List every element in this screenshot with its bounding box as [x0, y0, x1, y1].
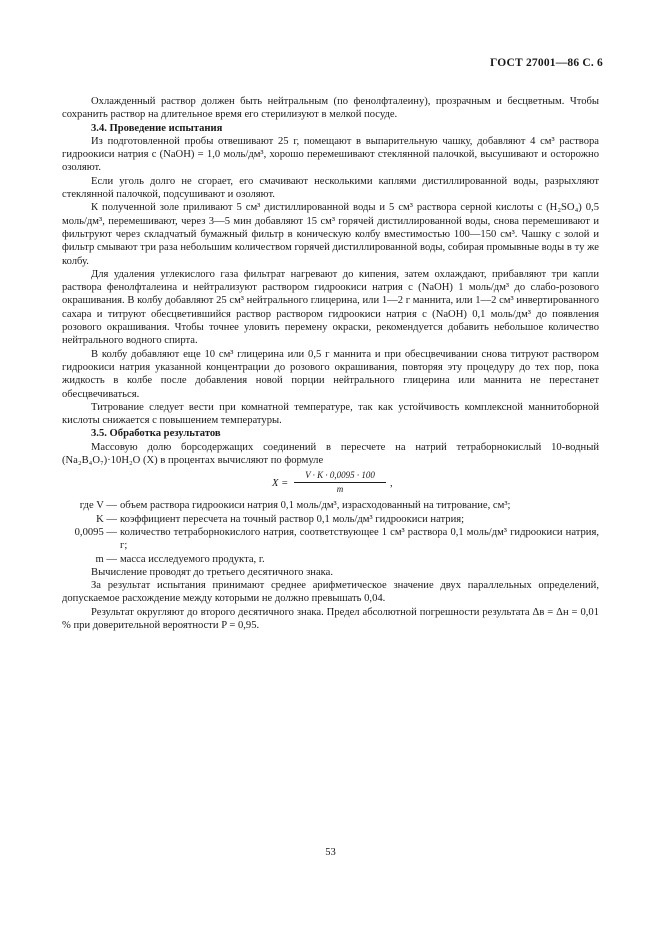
page-header: ГОСТ 27001—86 С. 6	[490, 57, 603, 69]
definition-row	[62, 553, 599, 566]
paragraph-3-4-5: В колбу добавляют еще 10 см³ глицерина или 0,5 г маннита и при обесцвечивании снова титруют раствором гидроокиси натрия указанной концентрации до розового окрашивания, повторяя эту процедуру до тех пор, пока жидкость в колбе после добавления новой порции нейтрального глицерина или маннита не перестанет обесцвечиваться.	[62, 348, 599, 400]
paragraph-3-5-2: Вычисление проводят до третьего десятичного знака.	[91, 566, 334, 578]
formula-trail: ,	[390, 478, 393, 490]
definition-row	[62, 499, 599, 512]
paragraph-3-4-3: К полученной золе приливают 5 см³ дистиллированной воды и 5 см³ раствора серной кислоты c (H₂SO₄) 0,5 моль/дм³, перемешивают, через 3—5 мин добавляют 15 см³ горячей дистиллированной воды, снова перемешивают и фильтруют через складчатый бумажный фильтр в коническую колбу вместимостью 100—150 см³. Чашку с золой и фильтр смывают три раза небольшим количеством горячей дистиллированной воды, собирая промывные воды в ту же колбу.	[62, 202, 599, 267]
section-heading-3-5: 3.5. Обработка результатов	[91, 428, 221, 440]
paragraph-3-4-6: Титрование следует вести при комнатной температуре, так как устойчивость комплексной маннитоборной кислоты снижается с повышением температуры.	[62, 401, 599, 427]
definition-symbol: где V —	[79, 500, 117, 512]
paragraph-3-4-2: Если уголь долго не сгорает, его смачивают несколькими каплями дистиллированной воды, разрыхляют стеклянной палочкой, подсушивают и озоляют.	[62, 175, 599, 201]
paragraph-3-4-1: Из подготовленной пробы отвешивают 25 г, помещают в выпарительную чашку, добавляют 4 см³ раствора гидроокиси натрия c (NaOH) = 1,0 моль/дм³, хорошо перемешивают стеклянной палочкой, высушивают и осторожно озоляют.	[62, 135, 599, 174]
formula-lhs: X =	[272, 478, 289, 490]
definition-symbol: m —	[95, 553, 117, 565]
definition-row	[62, 526, 599, 553]
variable-definitions	[62, 499, 599, 565]
paragraph-3-5-4: Результат округляют до второго десятичного знака. Предел абсолютной погрешности результата Δв = Δн = 0,01 % при доверительной вероятности P = 0,95.	[62, 606, 599, 631]
section-heading-3-4: 3.4. Проведение испытания	[91, 122, 223, 134]
page-number: 53	[325, 847, 336, 858]
definition-text: коэффициент пересчета на точный раствор 0,1 моль/дм³ гидроокиси натрия;	[120, 513, 465, 525]
paragraph-3-5-1: Массовую долю борсодержащих соединений в пересчете на натрий тетраборнокислый 10-водный (Na₂B₄O₇)·10H₂O (X) в процентах вычисляют по формуле	[62, 441, 599, 467]
formula-numerator: V · K · 0,0095 · 100	[294, 469, 386, 483]
definition-row	[62, 513, 599, 526]
document-body	[62, 95, 599, 632]
definition-text: количество тетраборнокислого натрия, соответствующее 1 см³ раствора 0,1 моль/дм³ гидроокиси натрия, г;	[120, 526, 599, 552]
definition-symbol: K —	[96, 513, 117, 525]
formula-denominator: m	[336, 484, 344, 495]
formula-fraction	[294, 469, 386, 495]
definition-text: масса исследуемого продукта, г.	[120, 553, 265, 565]
definition-text: объем раствора гидроокиси натрия 0,1 моль/дм³, израсходованный на титрование, см³;	[120, 500, 511, 512]
paragraph-intro: Охлажденный раствор должен быть нейтральным (по фенолфталеину), прозрачным и бесцветным. Чтобы сохранить раствор на длительное время его стерилизуют в мелкой посуде.	[62, 96, 599, 121]
formula	[62, 469, 599, 499]
paragraph-3-5-3: За результат испытания принимают среднее арифметическое значение двух параллельных определений, допускаемое расхождение между которыми не должно превышать 0,04.	[62, 580, 599, 605]
definition-symbol: 0,0095 —	[74, 526, 117, 538]
paragraph-3-4-4: Для удаления углекислого газа фильтрат нагревают до кипения, затем охлаждают, прибавляют три капли раствора фенолфталеина и нейтрализуют раствором гидроокиси натрия c (NaOH) 1 моль/дм³ до слабо-розового окрашивания. В колбу добавляют 25 см³ нейтрального глицерина, или 1—2 г маннита, или 1—2 см³ инвертированного сахара и титруют обесцветившийся раствор раствором гидроокиси натрия c (NaOH) 0,1 моль/дм³ до появления розового окрашивания. Чтобы точнее уловить перемену окраски, рекомендуется добавить небольшое количество нейтрального водного спирта.	[62, 268, 599, 347]
